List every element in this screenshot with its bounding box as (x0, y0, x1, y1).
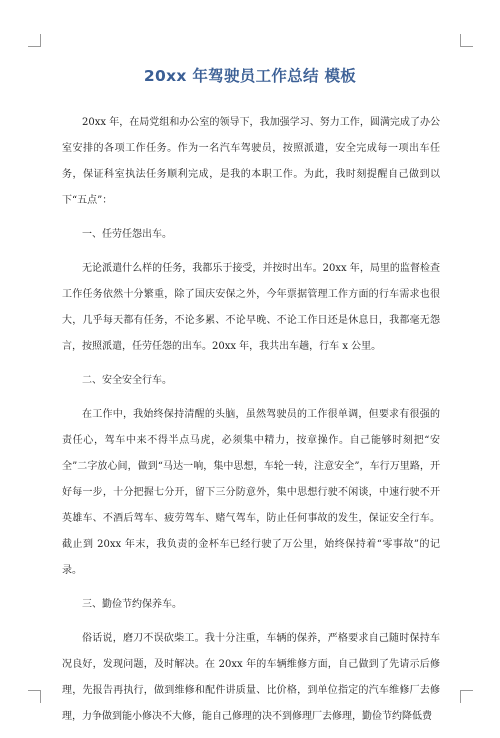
section-body-1: 无论派遣什么样的任务，我都乐于接受，并按时出车。20xx 年，局里的监督检查工作任务依然十分繁重，除了国庆安保之外，今年票据管理工作方面的行车需求也很大，几乎每天都有任务，不论多累、不论早晚、不论工作日还是休息日，我都毫无怨言，按照派遣，任劳任怨的出车。20xx 年，我共出车趟，行车 x 公里。 (62, 263, 440, 352)
crop-mark-bottom-right (460, 690, 473, 703)
document-body (62, 110, 440, 738)
section-heading-3: 三、勤俭节约保养车。 (82, 599, 182, 610)
section-body-2: 在工作中，我始终保持清醒的头脑，虽然驾驶员的工作很单调，但要求有很强的责任心，驾车中来不得半点马虎，必须集中精力，按章操作。自己能够时刻把“安全”二字放心间，做到“马达一响，集中思想，车轮一转，注意安全”，车行万里路，开好每一步，十分把握七分开，留下三分防意外，集中思想行驶不闲谈，中速行驶不开英雄车、不酒后驾车、疲劳驾车、赌气驾车，防止任何事故的发生，保证安全行车。截止到 20xx 年末，我负责的金杯车已经行驶了万公里，始终保持着“零事故”的记录。 (62, 409, 440, 576)
section-body-3: 俗话说，磨刀不误砍柴工。我十分注重，车辆的保养，严格要求自己随时保持车况良好，发现问题，及时解决。在 20xx 年的车辆维修方面，自己做到了先请示后修理，先报告再执行，做到维修和配件讲质量、比价格，到单位指定的汽车维修厂去修理，力争做到能小修决不大修，能自己修理的决不到修理厂去修理，勤俭节约降低费 (62, 633, 440, 722)
crop-mark-bottom-left (28, 690, 41, 703)
intro-paragraph: 20xx 年，在局党组和办公室的领导下，我加强学习、努力工作，圆满完成了办公室安排的各项工作任务。作为一名汽车驾驶员，按照派遣，安全完成每一项出车任务，保证科室执法任务顺利完成，是我的本职工作。为此，我时刻提醒自己做到以下“五点”： (62, 117, 440, 206)
crop-mark-top-left (28, 34, 41, 47)
document-title: 20xx 年驾驶员工作总结 模板 (143, 67, 357, 85)
crop-mark-top-right (460, 34, 473, 47)
section-heading-1: 一、任劳任怨出车。 (82, 229, 172, 240)
section-heading-2: 二、安全安全行车。 (82, 375, 172, 386)
